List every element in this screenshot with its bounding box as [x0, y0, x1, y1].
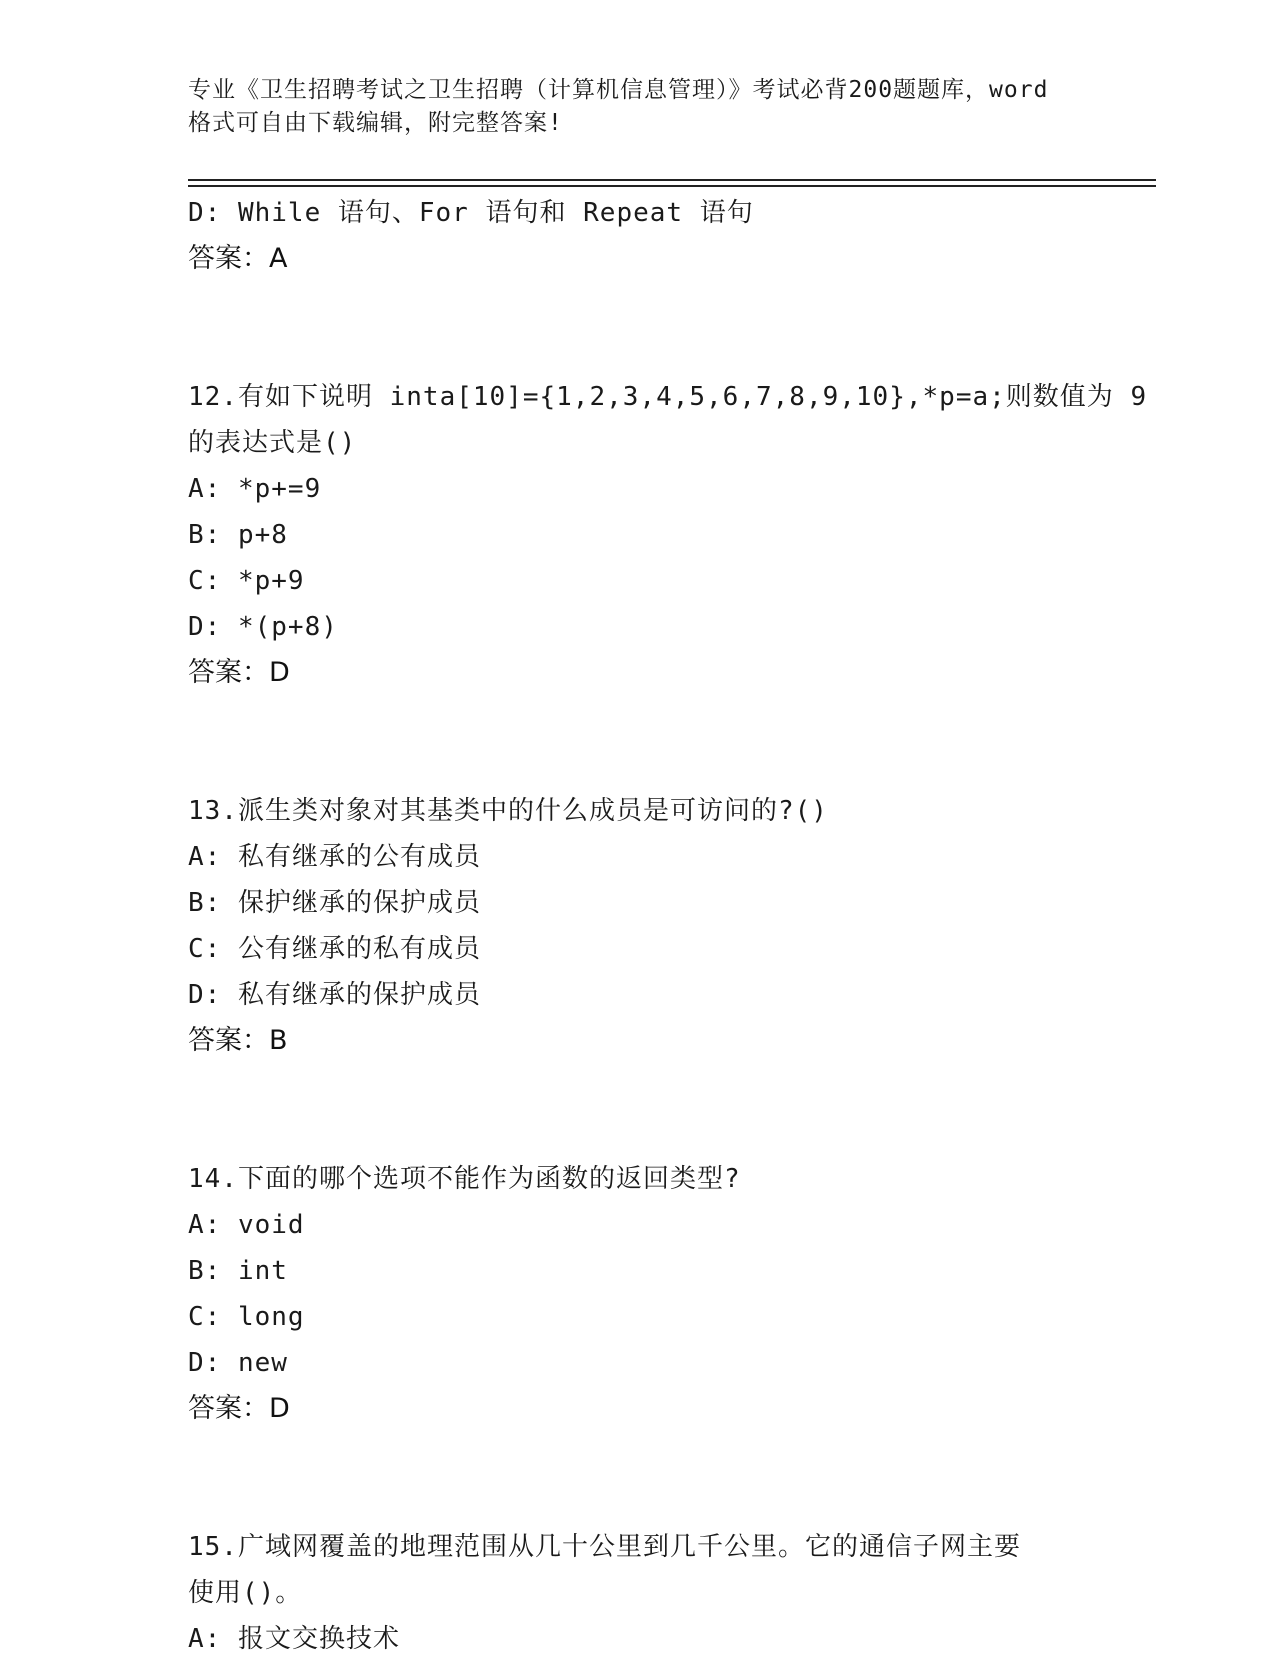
- option-c: C: 公有继承的私有成员: [188, 934, 481, 964]
- option-d: D: While 语句、For 语句和 Repeat 语句: [188, 198, 754, 228]
- option-d: D: new: [188, 1348, 288, 1378]
- question-15: [188, 1524, 1088, 1662]
- header-line-1: 专业《卫生招聘考试之卫生招聘（计算机信息管理）》考试必背200题题库，word: [188, 77, 1049, 103]
- option-a: A: *p+=9: [188, 474, 322, 504]
- question-stem-line-1: 12.有如下说明 inta[10]={1,2,3,4,5,6,7,8,9,10},*p=a;则数值为 9: [188, 382, 1148, 412]
- header-divider-bottom: [188, 185, 1156, 187]
- option-b: B: p+8: [188, 520, 288, 550]
- question-spacer: [188, 1064, 1088, 1156]
- option-c: C: *p+9: [188, 566, 305, 596]
- option-d: D: *(p+8): [188, 612, 338, 642]
- question-12: [188, 374, 1148, 696]
- answer-line: 答案：A: [188, 243, 288, 274]
- answer-line: 答案：D: [188, 657, 290, 688]
- header-divider-top: [188, 179, 1156, 181]
- question-13: [188, 788, 1088, 1064]
- question-spacer: [188, 696, 1088, 788]
- option-a: A: 报文交换技术: [188, 1624, 400, 1654]
- question-14: [188, 1156, 1088, 1432]
- answer-line: 答案：D: [188, 1393, 290, 1424]
- option-a: A: void: [188, 1210, 305, 1240]
- document-header: [188, 74, 1088, 140]
- question-spacer: [188, 282, 1088, 374]
- question-stem-line-2: 的表达式是(): [188, 428, 357, 458]
- header-line-2: 格式可自由下载编辑，附完整答案!: [188, 110, 563, 136]
- question-stem-line-1: 15.广域网覆盖的地理范围从几十公里到几千公里。它的通信子网主要: [188, 1532, 1021, 1562]
- option-b: B: 保护继承的保护成员: [188, 888, 481, 918]
- question-spacer: [188, 1432, 1088, 1524]
- option-c: C: long: [188, 1302, 305, 1332]
- question-stem-line-1: 14.下面的哪个选项不能作为函数的返回类型?: [188, 1164, 741, 1194]
- question-11-tail: [188, 190, 1088, 282]
- question-list: [188, 190, 1148, 1662]
- option-d: D: 私有继承的保护成员: [188, 980, 481, 1010]
- question-stem-line-1: 13.派生类对象对其基类中的什么成员是可访问的?(): [188, 796, 828, 826]
- answer-line: 答案：B: [188, 1025, 288, 1056]
- question-stem-line-2: 使用()。: [188, 1578, 303, 1608]
- option-a: A: 私有继承的公有成员: [188, 842, 481, 872]
- option-b: B: int: [188, 1256, 288, 1286]
